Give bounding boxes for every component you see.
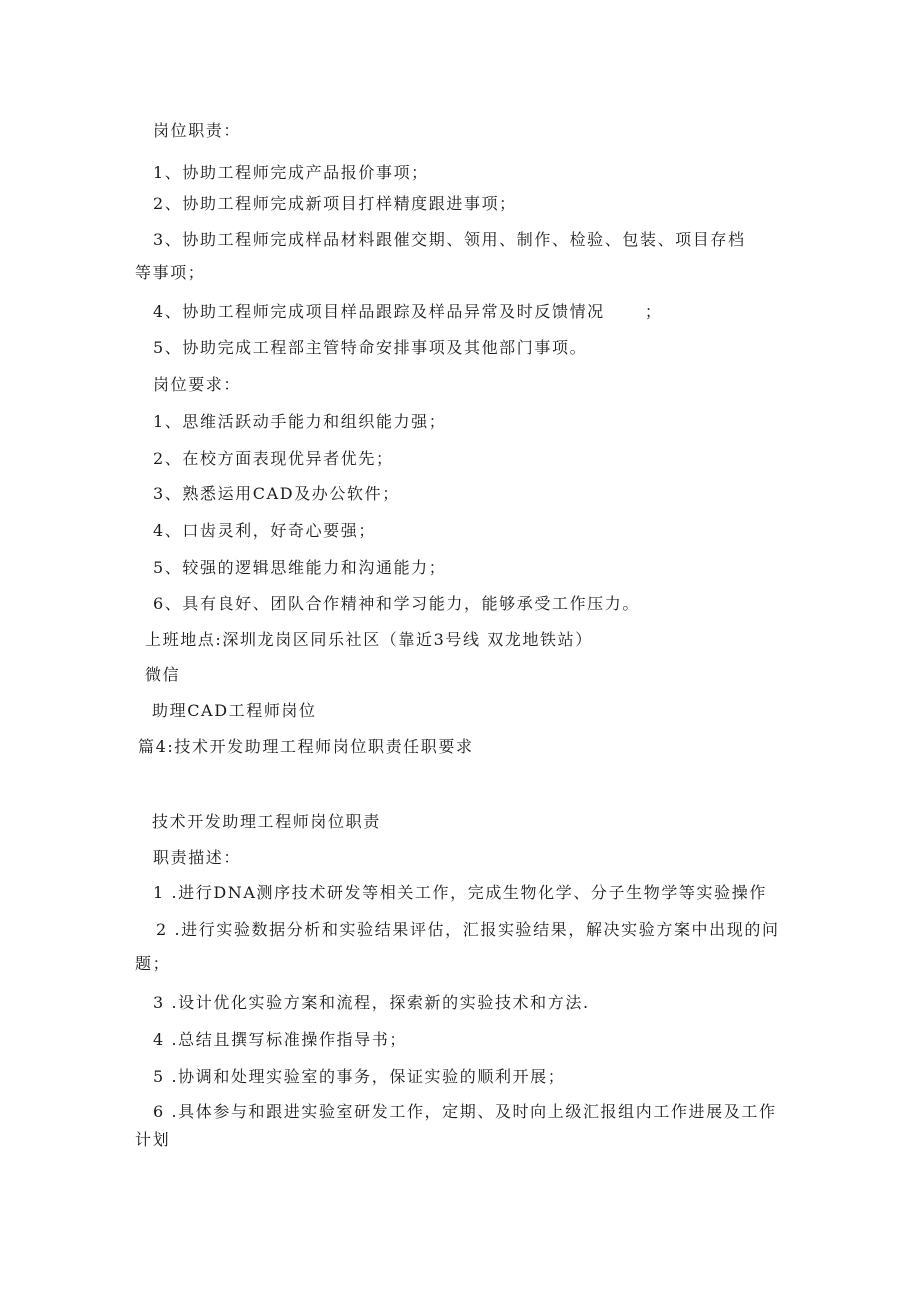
requirement-item: 5、较强的逻辑思维能力和沟通能力； (153, 558, 447, 577)
description-item-continuation: 题； (135, 954, 171, 973)
article-title: 篇4:技术开发助理工程师岗位职责任职要求 (138, 737, 474, 756)
description-item: 2 .进行实验数据分析和实验结果评估，汇报实验结果，解决实验方案中出现的问 (156, 920, 780, 939)
duty-item: 4、协助工程师完成项目样品跟踪及样品异常及时反馈情况 ； (153, 302, 663, 321)
description-item: 1 .进行DNA测序技术研发等相关工作，完成生物化学、分子生物学等实验操作 (153, 883, 767, 902)
work-location: 上班地点:深圳龙岗区同乐社区（靠近3号线 双龙地铁站） (145, 630, 593, 649)
description-item: 4 .总结且撰写标准操作指导书； (153, 1030, 407, 1049)
section-heading-requirements: 岗位要求： (153, 375, 242, 394)
requirement-item: 4、口齿灵利，好奇心要强； (153, 521, 376, 540)
description-item: 6 .具体参与和跟进实验室研发工作，定期、及时向上级汇报组内工作进展及工作 (153, 1102, 777, 1121)
description-item-continuation: 计划 (135, 1130, 171, 1149)
subtitle: 技术开发助理工程师岗位职责 (152, 812, 381, 831)
duty-item: 5、协助完成工程部主管特命安排事项及其他部门事项。 (153, 338, 588, 357)
wechat-label: 微信 (145, 665, 181, 684)
requirement-item: 3、熟悉运用CAD及办公软件； (153, 484, 400, 503)
section-heading-duties: 岗位职责： (153, 121, 242, 140)
requirement-item: 2、在校方面表现优异者优先； (153, 449, 394, 468)
duty-item: 3、协助工程师完成样品材料跟催交期、领用、制作、检验、包装、项目存档 (153, 230, 746, 249)
description-item: 5 .协调和处理实验室的事务，保证实验的顺利开展； (153, 1067, 566, 1086)
requirement-item: 6、具有良好、团队合作精神和学习能力，能够承受工作压力。 (153, 594, 640, 613)
duty-item-continuation: 等事项； (135, 263, 206, 282)
description-item: 3 .设计优化实验方案和流程，探索新的实验技术和方法. (153, 993, 590, 1012)
duty-item: 1、协助工程师完成产品报价事项； (153, 163, 429, 182)
position-title: 助理CAD工程师岗位 (152, 701, 317, 720)
requirement-item: 1、思维活跃动手能力和组织能力强； (153, 412, 447, 431)
section-heading-description: 职责描述： (153, 848, 242, 867)
duty-item: 2、协助工程师完成新项目打样精度跟进事项； (153, 194, 517, 213)
